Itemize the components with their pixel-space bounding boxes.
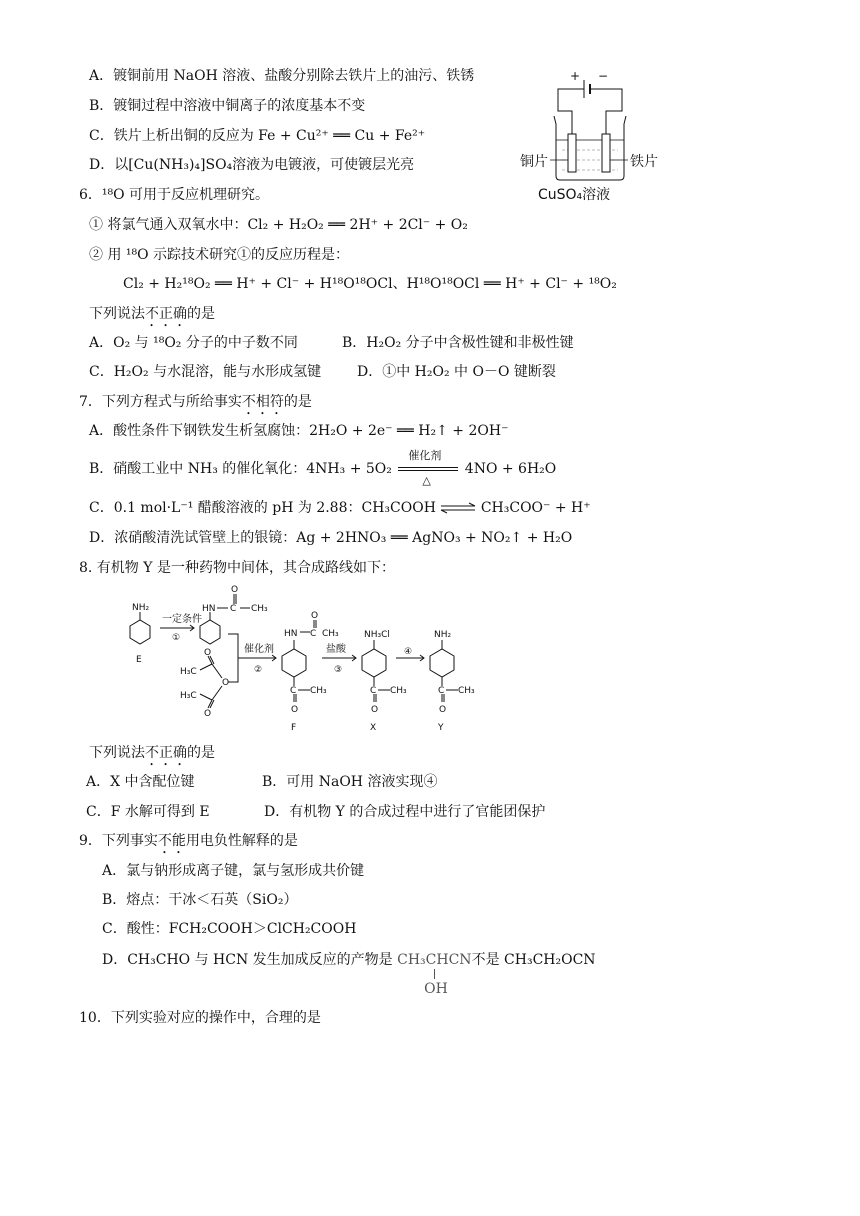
step1-condition: 一定条件 <box>162 614 202 625</box>
q6-option-a: A．O₂ 与 ¹⁸O₂ 分子的中子数不同 <box>89 335 298 351</box>
x-o: O <box>371 705 379 715</box>
f-c-top: C <box>310 629 317 639</box>
copper-plate-label: 铜片 <box>520 154 548 170</box>
y-nh2: NH₂ <box>434 630 452 640</box>
q5-option-b: B．镀铜过程中溶液中铜离子的浓度基本不变 <box>89 98 366 114</box>
emphasis-text: 不能 <box>157 833 186 849</box>
y-c: C <box>438 686 445 696</box>
q7-option-c: C．0.1 mol·L⁻¹ 醋酸溶液的 pH 为 2.88：CH₃COOH CH₃COO⁻ + H⁺ <box>89 500 591 516</box>
y-label: Y <box>438 723 444 732</box>
q9-option-a: A．氯与钠形成离子键，氯与氢形成共价键 <box>102 863 365 879</box>
f-o-top: O <box>311 611 319 621</box>
e-label: E <box>136 655 142 665</box>
q8-option-b: B．可用 NaOH 溶液实现④ <box>262 774 438 790</box>
q6-line1: ① 将氯气通入双氧水中：Cl₂ + H₂O₂ ══ 2H⁺ + 2Cl⁻ + O₂ <box>89 217 468 233</box>
q9-option-c: C．酸性：FCH₂COOH＞ClCH₂COOH <box>102 921 357 937</box>
step3-condition: 盐酸 <box>326 644 346 655</box>
q9-stem: 9．下列事实不能用电负性解释的是 <box>79 833 298 849</box>
p1-c: C <box>230 604 237 614</box>
q6-line2: ② 用 ¹⁸O 示踪技术研究①的反应历程是： <box>89 247 350 263</box>
catalyst-arrow: 催化剂 △ <box>396 459 460 479</box>
anh-o-top: O <box>204 648 212 658</box>
p1-ch3: CH₃ <box>251 604 268 614</box>
q5-option-d: D．以[Cu(NH₃)₄]SO₄溶液为电镀液，可使镀层光亮 <box>89 157 415 173</box>
q6-question: 下列说法不正确的是 <box>89 306 215 322</box>
q6-option-d: D．①中 H₂O₂ 中 O－O 键断裂 <box>357 364 556 380</box>
q8-option-d: D．有机物 Y 的合成过程中进行了官能团保护 <box>264 804 546 820</box>
step2-condition: 催化剂 <box>244 644 274 655</box>
anh-o-mid: O <box>222 678 230 688</box>
x-c: C <box>370 686 377 696</box>
p1-o: O <box>231 585 239 595</box>
electroplating-figure <box>520 66 670 206</box>
q9-option-b: B．熔点：干冰＜石英（SiO₂） <box>102 892 298 908</box>
p1-hn: HN <box>202 604 216 614</box>
anh-o-bottom: O <box>204 709 212 719</box>
q6-option-b: B．H₂O₂ 分子中含极性键和非极性键 <box>342 335 574 351</box>
reversible-arrow-icon <box>440 502 476 514</box>
q7-stem: 7．下列方程式与所给事实不相符的是 <box>79 394 312 410</box>
x-label: X <box>370 723 377 732</box>
iron-plate-label: 铁片 <box>630 154 658 170</box>
q9-option-d: D．CH₃CHO 与 HCN 发生加成反应的产物是 CH₃CHCN OH 不是 CH₃CH₂OCN <box>102 952 596 997</box>
anh-h3c-bottom: H₃C <box>180 691 197 701</box>
q7-option-d: D．浓硝酸清洗试管壁上的银镜：Ag + 2HNO₃ ══ AgNO₃ + NO₂↑ + H₂O <box>89 530 573 546</box>
q7-option-a: A．酸性条件下钢铁发生析氢腐蚀：2H₂O + 2e⁻ ══ H₂↑ + 2OH⁻ <box>89 423 509 439</box>
cuso4-solution-label: CuSO₄溶液 <box>538 187 611 203</box>
y-o: O <box>439 705 447 715</box>
step4-number: ④ <box>404 647 413 657</box>
y-ch3: CH₃ <box>458 686 475 696</box>
f-c-bottom: C <box>290 686 297 696</box>
f-label: F <box>291 723 297 732</box>
q5-option-a: A．镀铜前用 NaOH 溶液、盐酸分别除去铁片上的油污、铁锈 <box>89 68 475 84</box>
e-nh2: NH₂ <box>132 603 150 613</box>
q7-option-b: B．硝酸工业中 NH₃ 的催化氧化：4NH₃ + 5O₂ 催化剂 △ 4NO + 6H₂O <box>89 449 557 487</box>
emphasis-text: 不相符 <box>241 394 284 410</box>
f-hn: HN <box>284 629 298 639</box>
step3-number: ③ <box>334 665 343 675</box>
step2-number: ② <box>254 665 263 675</box>
q8-stem: 8. 有机物 Y 是一种药物中间体，其合成路线如下： <box>79 560 395 576</box>
q8-question: 下列说法不正确的是 <box>89 745 215 761</box>
f-ch3-bottom: CH₃ <box>310 686 327 696</box>
anh-h3c-top: H₃C <box>180 667 197 677</box>
q6-line3: Cl₂ + H₂¹⁸O₂ ══ H⁺ + Cl⁻ + H¹⁸O¹⁸OCl、H¹⁸O¹⁸OCl ══ H⁺ + Cl⁻ + ¹⁸O₂ <box>123 276 617 292</box>
minus-sign: − <box>598 69 609 83</box>
emphasis-text: 不正确 <box>145 745 187 761</box>
f-ch3-top: CH₃ <box>322 629 339 639</box>
step1-number: ① <box>172 633 181 643</box>
q6-option-c: C．H₂O₂ 与水混溶，能与水形成氢键 <box>89 364 322 380</box>
q8-option-a: A．X 中含配位键 <box>86 774 195 790</box>
q5-option-c: C．铁片上析出铜的反应为 Fe + Cu²⁺ ══ Cu + Fe²⁺ <box>89 128 426 144</box>
f-o-bottom: O <box>291 705 299 715</box>
plus-sign: + <box>570 69 581 83</box>
q8-option-c: C．F 水解可得到 E <box>86 804 210 820</box>
emphasis-text: 不正确 <box>145 306 187 322</box>
x-nh3cl: NH₃Cl <box>364 630 390 640</box>
cyanohydrin-structure: CH₃CHCN OH <box>397 952 472 997</box>
synthesis-scheme <box>110 582 490 732</box>
q6-stem: 6．¹⁸O 可用于反应机理研究。 <box>79 187 270 203</box>
x-ch3: CH₃ <box>390 686 407 696</box>
q10-stem: 10．下列实验对应的操作中，合理的是 <box>79 1010 321 1026</box>
